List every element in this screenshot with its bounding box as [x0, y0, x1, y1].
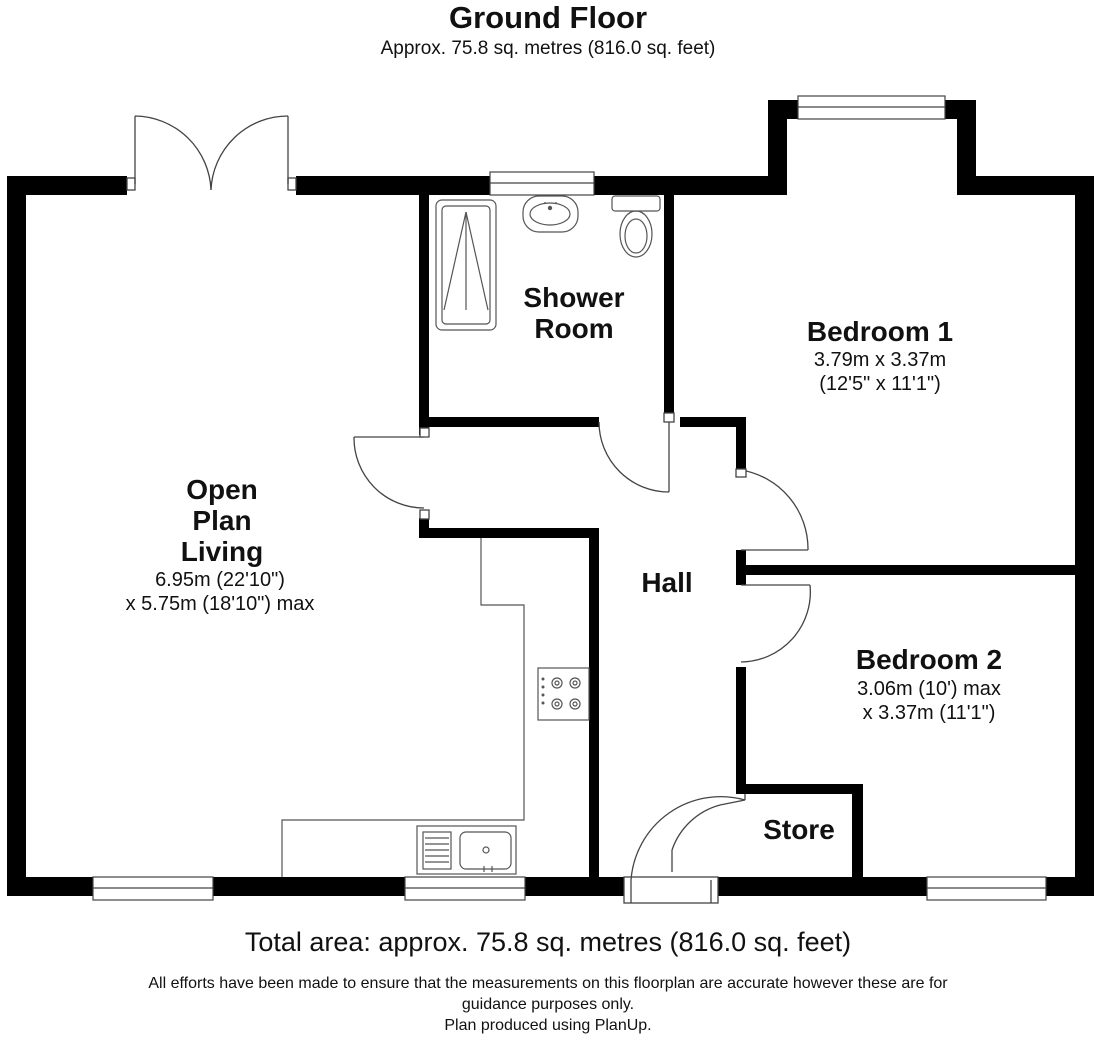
bedroom2-dim-2: x 3.37m (11'1")	[862, 702, 996, 724]
washbasin-icon	[523, 196, 578, 232]
wall-bottom-4	[718, 877, 927, 896]
wall-bed2-left	[736, 667, 746, 792]
wall-bed-div-stub	[736, 550, 746, 585]
walls	[7, 100, 1094, 896]
wall-bay-top-left	[768, 100, 798, 119]
hob-icon	[538, 668, 589, 720]
door-shower	[599, 413, 674, 492]
plan-title: Ground Floor	[448, 0, 648, 35]
wall-shower-left	[419, 195, 429, 435]
wall-shower-bottom	[419, 417, 599, 427]
disclaimer	[60, 973, 1036, 1036]
door-store	[672, 800, 745, 872]
disclaimer-line-2: guidance purposes only.	[461, 996, 635, 1013]
wall-bottom-5	[1046, 877, 1094, 896]
sink-icon	[417, 826, 516, 874]
wall-bottom-3	[525, 877, 624, 896]
toilet-icon	[612, 196, 660, 257]
shower-room-name-1: Shower	[523, 282, 625, 313]
open-plan-name-1: Open	[186, 474, 258, 505]
wall-kitchen-right	[589, 528, 599, 878]
wall-bed1-left-top	[736, 417, 746, 469]
wall-top-left	[7, 176, 127, 195]
door-bedroom1	[736, 469, 808, 550]
open-plan-name-3: Living	[180, 536, 264, 567]
door-bedroom2	[736, 585, 810, 667]
door-living	[354, 428, 429, 519]
wall-bottom-1	[7, 877, 93, 896]
window-living-sink	[405, 877, 525, 900]
wall-top-right	[957, 176, 1094, 195]
wall-kitchen-corner	[419, 518, 429, 538]
hall-name: Hall	[641, 567, 693, 598]
wall-bottom-2	[213, 877, 405, 896]
wall-shower-right	[664, 195, 674, 413]
wall-store-top	[736, 784, 863, 794]
window-bedroom2	[927, 877, 1046, 900]
open-plan-name-2: Plan	[192, 505, 252, 536]
wall-right	[1075, 176, 1094, 896]
plan-subtitle: Approx. 75.8 sq. metres (816.0 sq. feet)	[380, 38, 716, 59]
bedroom2-dim-1: 3.06m (10') max	[857, 678, 1001, 700]
wall-bed-divider	[746, 565, 1075, 575]
wall-top-mid	[296, 176, 490, 195]
bedroom1-dim-1: 3.79m x 3.37m	[813, 349, 947, 371]
total-area: Total area: approx. 75.8 sq. metres (816.0 sq. feet)	[244, 927, 852, 957]
wall-hall-top	[680, 417, 745, 427]
wall-kitchen-top	[419, 528, 599, 538]
open-plan-dim-2: x 5.75m (18'10") max	[125, 593, 315, 615]
bedroom1-name: Bedroom 1	[806, 316, 954, 347]
store-name: Store	[763, 814, 835, 845]
bedroom1-dim-2: (12'5" x 11'1")	[819, 373, 941, 395]
shower-tray-icon	[436, 200, 496, 330]
window-bedroom1	[798, 96, 945, 119]
wall-store-right	[852, 784, 863, 878]
room-labels	[126, 282, 1003, 845]
bedroom2-name: Bedroom 2	[855, 644, 1003, 675]
window-shower	[490, 172, 594, 195]
disclaimer-line-3: Plan produced using PlanUp.	[444, 1017, 652, 1034]
disclaimer-line-1: All efforts have been made to ensure that the measurements on this floorplan are accurate however these are for	[148, 975, 948, 992]
open-plan-dim-1: 6.95m (22'10")	[155, 569, 285, 591]
shower-room-name-2: Room	[534, 313, 614, 344]
wall-left	[7, 176, 26, 896]
wall-top-mid2	[594, 176, 774, 195]
window-living-left	[93, 877, 213, 900]
door-french	[127, 116, 296, 190]
